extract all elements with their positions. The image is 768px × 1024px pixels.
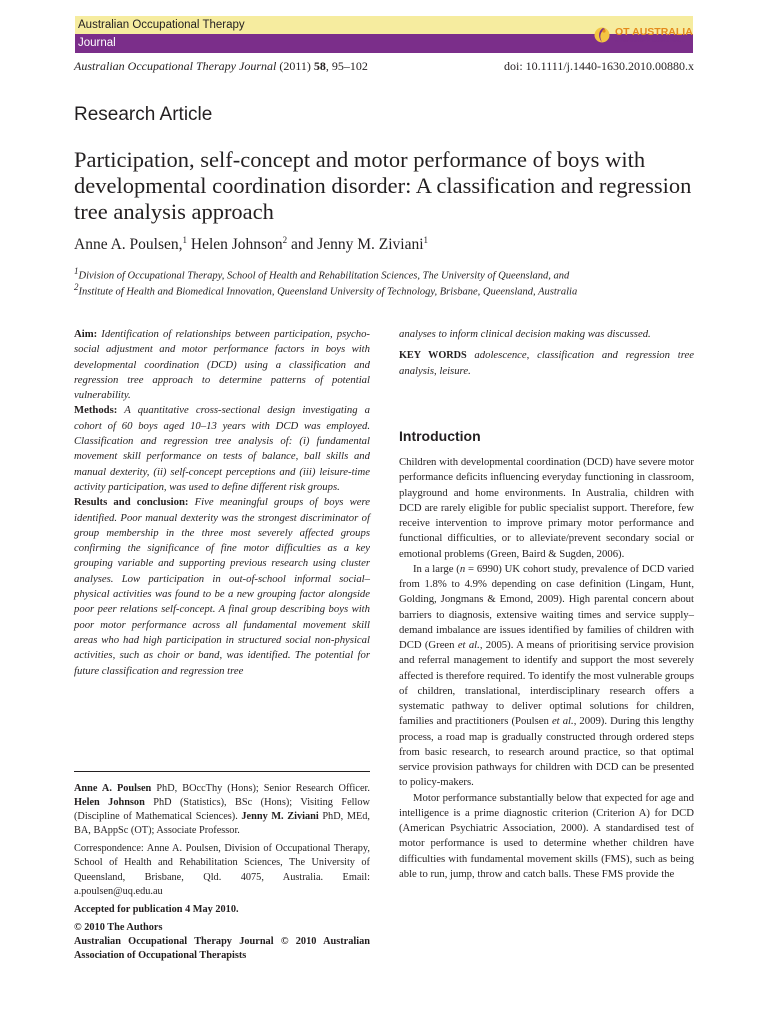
introduction-heading: Introduction: [399, 428, 481, 444]
abstract-aim-label: Aim:: [74, 328, 98, 340]
bold-run: Anne A. Poulsen: [74, 783, 152, 794]
text-run: PhD, MEd, BA, BAppSc (OT); Associate Professor.: [74, 811, 370, 837]
article-title: Participation, self-concept and motor performance of boys with developmental coordination disorder: A classification and regression tree analysis approach: [74, 147, 692, 224]
bold-run: Jenny M. Ziviani: [241, 811, 319, 823]
keywords-label: KEY WORDS: [399, 350, 467, 362]
abstract-methods-text: A quantitative cross-sectional design investigating a cohort of 60 boys aged 10–13 years with DCD was employed. Classification and regression tree analysis of: (i) fundamental movement skill performance on tests of balance, ball skills and manual dexterity, (ii) self-concept perceptions and (iii) leisure-time activity participation, was used to define different risk groups.: [74, 404, 370, 493]
abstract-continued: [399, 327, 694, 379]
journal-name-line2: Journal: [75, 34, 693, 53]
abstract-aim: [74, 327, 370, 403]
doi[interactable]: doi: 10.1111/j.1440-1630.2010.00880.x: [504, 59, 694, 73]
copyright-line2: Australian Occupational Therapy Journal © 2010 Australian Association of Occupational Therapists: [74, 935, 370, 962]
abstract-results-label: Results and conclusion:: [74, 496, 189, 509]
citation-pages: , 95–102: [325, 59, 368, 73]
author-list: [74, 235, 428, 254]
journal-citation: [74, 59, 368, 74]
article-type: Research Article: [74, 104, 213, 125]
italic-run: et al.: [551, 715, 574, 728]
author-name: and Jenny M. Ziviani: [287, 236, 424, 254]
affiliation-mark: 2: [74, 282, 79, 292]
text-run: , 2009). During this lengthy process, a road map is gradually constructed through ordered steps from basic research, to research around practice, so that optimal service provision pathways for children with DCD can be presented to policy-makers.: [399, 715, 695, 789]
correspondence: Correspondence: Anne A. Poulsen, Division of Occupational Therapy, School of Health and Rehabilitation Sciences, The University of Queensland, Brisbane, Qld. 4075, Australia. Email: a.poulsen@uq.edu.au: [74, 843, 370, 897]
logo-text: OT AUSTRALIA: [615, 26, 693, 38]
text-run: In a large (: [413, 562, 460, 575]
author-affiliation-mark: 1: [423, 235, 429, 245]
text-run: , 2005). A means of prioritising service provision and referral management to identify and support the most severely affected is therefore required. To identify the most vulnerable groups of children, translational, interdisciplinary research offers a systematic pathway to deliver optimal solutions for children, families and practitioners (Poulsen: [399, 639, 694, 728]
introduction-body: [399, 455, 694, 882]
author-credentials: [74, 782, 370, 838]
introduction-paragraph: Motor performance substantially below that expected for age and intelligence is a prime diagnostic criterion (Criterion A) for DCD (American Psychiatric Association, 2000). A standardised test of motor performance is used to determine whether children have difficulties with fundamental movement skills (FMS), such as being able to run, jump, throw and catch balls. These FMS provide the: [399, 791, 694, 880]
bold-run: Helen Johnson: [74, 797, 145, 809]
abstract-results-text: Five meaningful groups of boys were identified. Poor manual dexterity was the strongest discriminator of group membership in the three most severely affected groups confirming the significance of fine motor difficulties as a key grouping variable and supporting previous research using cluster analyses. Low participation in out-of-school informal social–physical activities was found to be a new grouping factor alongside poor peer relations self-concept. A final group describing boys with poor motor performance across all fundamental movement skill areas who had high participation in structured social non-physical activities, such as choir or band, was identified. The potential for future classification and regression tree: [74, 496, 370, 677]
affiliation-text: Division of Occupational Therapy, School of Health and Rehabilitation Sciences, The University of Queensland, and: [78, 270, 570, 282]
affiliation: [74, 266, 569, 282]
citation-journal: Australian Occupational Therapy Journal: [74, 59, 277, 73]
logo-subtext: Australian Association of Occupational Therapists: [615, 39, 685, 43]
author-affiliation-mark: 2: [282, 235, 288, 245]
keywords-text: adolescence, classification and regression tree analysis, leisure.: [399, 349, 694, 377]
citation-year: (2011): [279, 59, 311, 73]
author-notes: [74, 782, 370, 963]
abstract: [74, 327, 370, 679]
introduction-paragraph: Children with developmental coordination (DCD) have severe motor performance deficits influencing everyday functioning in classroom, playground and home environments. In Australia, children with DCD are rarely eligible for public specialist support. Therefore, few receive intervention to improve primary motor performance and functional difficulties, or to alleviate/prevent secondary social or emotional problems (Green, Baird & Sugden, 2006).: [399, 456, 694, 560]
keywords: [399, 348, 694, 379]
abstract-methods-label: Methods:: [74, 404, 118, 417]
author-affiliation-mark: 1: [182, 235, 187, 245]
abstract-results: [74, 495, 370, 679]
author-name: Helen Johnson: [187, 236, 283, 254]
affiliation-mark: 1: [74, 266, 79, 276]
ot-australia-logo: [594, 26, 694, 48]
text-run: PhD (Statistics), BSc (Hons); Visiting Fellow (Discipline of Mathematical Sciences).: [74, 797, 370, 823]
affiliation-text: Institute of Health and Biomedical Innovation, Queensland University of Technology, Brisbane, Queensland, Australia: [78, 286, 578, 298]
copyright: [74, 921, 370, 963]
introduction-paragraph: [399, 562, 694, 791]
abstract-continued-text: analyses to inform clinical decision making was discussed.: [399, 328, 651, 340]
italic-run: n: [459, 562, 466, 575]
italic-run: et al.: [457, 639, 480, 651]
accepted-date-text: Accepted for publication 4 May 2010.: [74, 903, 239, 915]
accepted-date: [74, 903, 370, 917]
copyright-line1: © 2010 The Authors: [74, 921, 163, 933]
journal-name-line1: Australian Occupational Therapy: [75, 16, 693, 34]
text-run: = 6990) UK cohort study, prevalence of DCD varied from 1.8% to 4.9% depending on case definition (Lingam, Hunt, Golding, Jongmans & Emond, 2009). High parental concern about barriers to diagnosis, extensive waiting times and service supply–demand imbalance are issues identified by families of children with DCD (Green: [399, 562, 694, 651]
text-run: PhD, BOccThy (Hons); Senior Research Officer.: [151, 783, 370, 794]
citation-volume: 58: [313, 59, 326, 73]
footnote-divider: [74, 771, 370, 772]
author-name: Anne A. Poulsen,: [74, 236, 183, 254]
ot-australia-logo-icon: [594, 26, 610, 44]
abstract-methods: [74, 403, 370, 495]
affiliation: [74, 282, 577, 298]
abstract-aim-text: Identification of relationships between participation, psycho-social adjustment and motor performance factors in boys with developmental coordination (DCD) using a classification and regression tree approach to determine patterns of potential vulnerability.: [74, 328, 370, 402]
